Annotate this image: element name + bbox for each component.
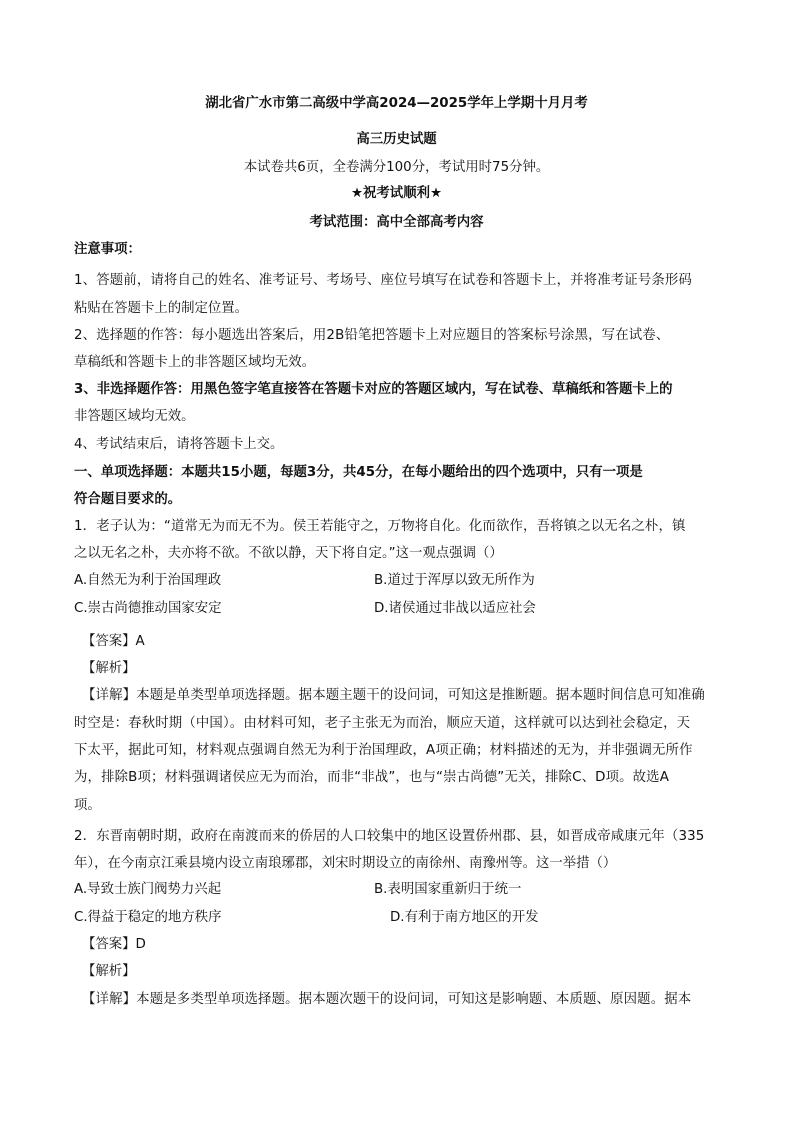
notice-item-2-cont: 草稿纸和答题卡上的非答题区域均无效。 — [74, 355, 316, 370]
section-heading: 一、单项选择题：本题共15小题，每题3分，共45分，在每小题给出的四个选项中，只有一项是 — [74, 465, 643, 480]
exam-title: 湖北省广水市第二高级中学高2024—2025学年上学期十月月考 — [205, 96, 588, 111]
notice-item-2: 2、选择题的作答：每小题选出答案后，用2B铅笔把答题卡上对应题目的答案标号涂黑，写在试卷、 — [74, 328, 670, 343]
exam-subtitle: 高三历史试题 — [356, 132, 437, 147]
q1-stem: 1．老子认为：“道常无为而无不为。侯王若能守之，万物将自化。化而欲作，吾将镇之以无名之朴，镇 — [74, 519, 686, 534]
exam-wish: ★祝考试顺利★ — [351, 186, 442, 201]
section-heading-cont: 符合题目要求的。 — [74, 492, 182, 507]
q2-analysis-label: 【解析】 — [82, 964, 136, 979]
q1-option-d: D.诸侯通过非战以适应社会 — [374, 601, 536, 616]
exam-scope: 考试范围：高中全部高考内容 — [309, 215, 484, 230]
notice-item-3-cont: 非答题区域均无效。 — [74, 409, 195, 424]
q2-detail-1: 【详解】本题是多类型单项选择题。据本题次题干的设问词，可知这是影响题、本质题、原因题。据本 — [82, 992, 692, 1007]
q2-stem: 2．东晋南朝时期，政府在南渡而来的侨居的人口较集中的地区设置侨州郡、县，如晋成帝咸康元年（335 — [74, 829, 705, 844]
q2-option-a: A.导致士族门阀势力兴起 — [74, 882, 222, 897]
q1-option-c: C.崇古尚德推动国家安定 — [74, 601, 222, 616]
q1-detail-3: 下太平，据此可知，材料观点强调自然无为利于治国理政，A项正确；材料描述的无为，并非强调无所作 — [74, 743, 693, 758]
q2-option-b: B.表明国家重新归于统一 — [374, 882, 522, 897]
exam-info: 本试卷共6页，全卷满分100分，考试用时75分钟。 — [243, 160, 550, 175]
q1-detail-1: 【详解】本题是单类型单项选择题。据本题主题干的设问词，可知这是推断题。据本题时间信息可知准确 — [82, 688, 705, 703]
notice-item-3: 3、非选择题作答：用黑色签字笔直接答在答题卡对应的答题区域内，写在试卷、草稿纸和答题卡上的 — [74, 382, 673, 397]
q1-analysis-label: 【解析】 — [82, 661, 136, 676]
q1-detail-4: 为，排除B项；材料强调诸侯应无为而治，而非“非战”，也与“崇古尚德”无关，排除C、D项。故选A — [74, 770, 670, 785]
q1-answer: 【答案】A — [82, 634, 145, 649]
notice-item-4: 4、考试结束后，请将答题卡上交。 — [74, 437, 284, 452]
q1-option-a: A.自然无为利于治国理政 — [74, 573, 222, 588]
notice-item-1-cont: 粘贴在答题卡上的制定位置。 — [74, 301, 249, 316]
q2-option-c: C.得益于稳定的地方秩序 — [74, 910, 222, 925]
q1-detail-5: 项。 — [74, 798, 101, 813]
notice-item-1: 1、答题前，请将自己的姓名、准考证号、考场号、座位号填写在试卷和答题卡上，并将准考证号条形码 — [74, 273, 692, 288]
q2-answer: 【答案】D — [82, 937, 146, 952]
q1-option-b: B.道过于浑厚以致无所作为 — [374, 573, 535, 588]
q1-stem-cont: 之以无名之朴，夫亦将不欲。不欲以静，天下将自定。”这一观点强调（） — [74, 546, 503, 561]
q1-detail-2: 时空是：春秋时期（中国）。由材料可知，老子主张无为而治，顺应天道，这样就可以达到社会稳定，天 — [74, 716, 691, 731]
q2-option-d: D.有利于南方地区的开发 — [390, 910, 539, 925]
notice-heading: 注意事项： — [74, 242, 141, 257]
q2-stem-cont: 年），在今南京江乘县境内设立南琅琊郡，刘宋时期设立的南徐州、南豫州等。这一举措（） — [74, 856, 617, 871]
